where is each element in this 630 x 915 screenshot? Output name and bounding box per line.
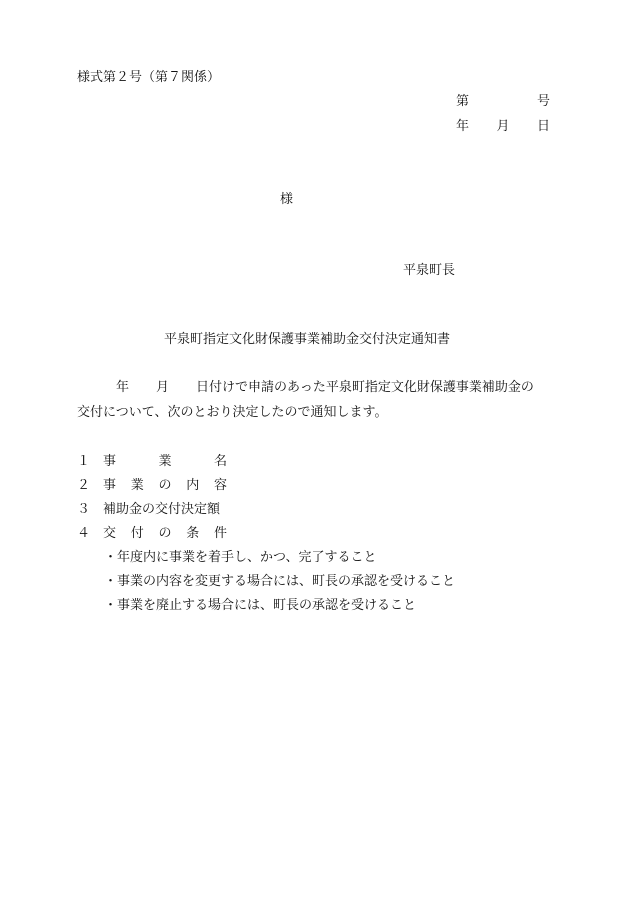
item-number: ３ bbox=[77, 502, 91, 517]
body-month: 月 bbox=[156, 380, 170, 395]
body-year: 年 bbox=[116, 380, 130, 395]
condition-item: ・年度内に事業を着手し、かつ、完了すること bbox=[104, 550, 377, 565]
date-year: 年 bbox=[456, 119, 470, 134]
item-number: ２ bbox=[77, 478, 91, 493]
doc-number-suffix: 号 bbox=[536, 94, 550, 109]
list-item bbox=[77, 479, 227, 492]
list-item bbox=[77, 527, 227, 540]
item-number: ４ bbox=[77, 526, 91, 541]
document-title: 平泉町指定文化財保護事業補助金交付決定通知書 bbox=[164, 332, 451, 347]
date-day: 日 bbox=[536, 119, 550, 134]
item-number: １ bbox=[77, 454, 91, 469]
list-item bbox=[77, 455, 227, 468]
form-number: 様式第２号（第７関係） bbox=[77, 70, 221, 85]
item-label: 交 付 の 条 件 bbox=[103, 526, 227, 541]
item-label: 事 業 名 bbox=[103, 454, 227, 469]
issue-date bbox=[456, 120, 550, 133]
condition-item: ・事業を廃止する場合には、町長の承認を受けること bbox=[104, 598, 417, 613]
body-text-1: 日付けで申請のあった平泉町指定文化財保護事業補助金の bbox=[196, 380, 534, 395]
addressee: 様 bbox=[280, 192, 294, 207]
item-label: 事 業 の 内 容 bbox=[103, 478, 227, 493]
body-line-1 bbox=[77, 381, 534, 394]
sender: 平泉町長 bbox=[403, 263, 456, 278]
document-number bbox=[456, 95, 550, 108]
date-month: 月 bbox=[496, 119, 510, 134]
condition-item: ・事業の内容を変更する場合には、町長の承認を受けること bbox=[104, 574, 456, 589]
doc-number-prefix: 第 bbox=[456, 94, 470, 109]
list-item bbox=[77, 503, 220, 516]
item-label: 補助金の交付決定額 bbox=[103, 502, 221, 517]
body-line-2: 交付について、次のとおり決定したので通知します。 bbox=[77, 405, 388, 420]
